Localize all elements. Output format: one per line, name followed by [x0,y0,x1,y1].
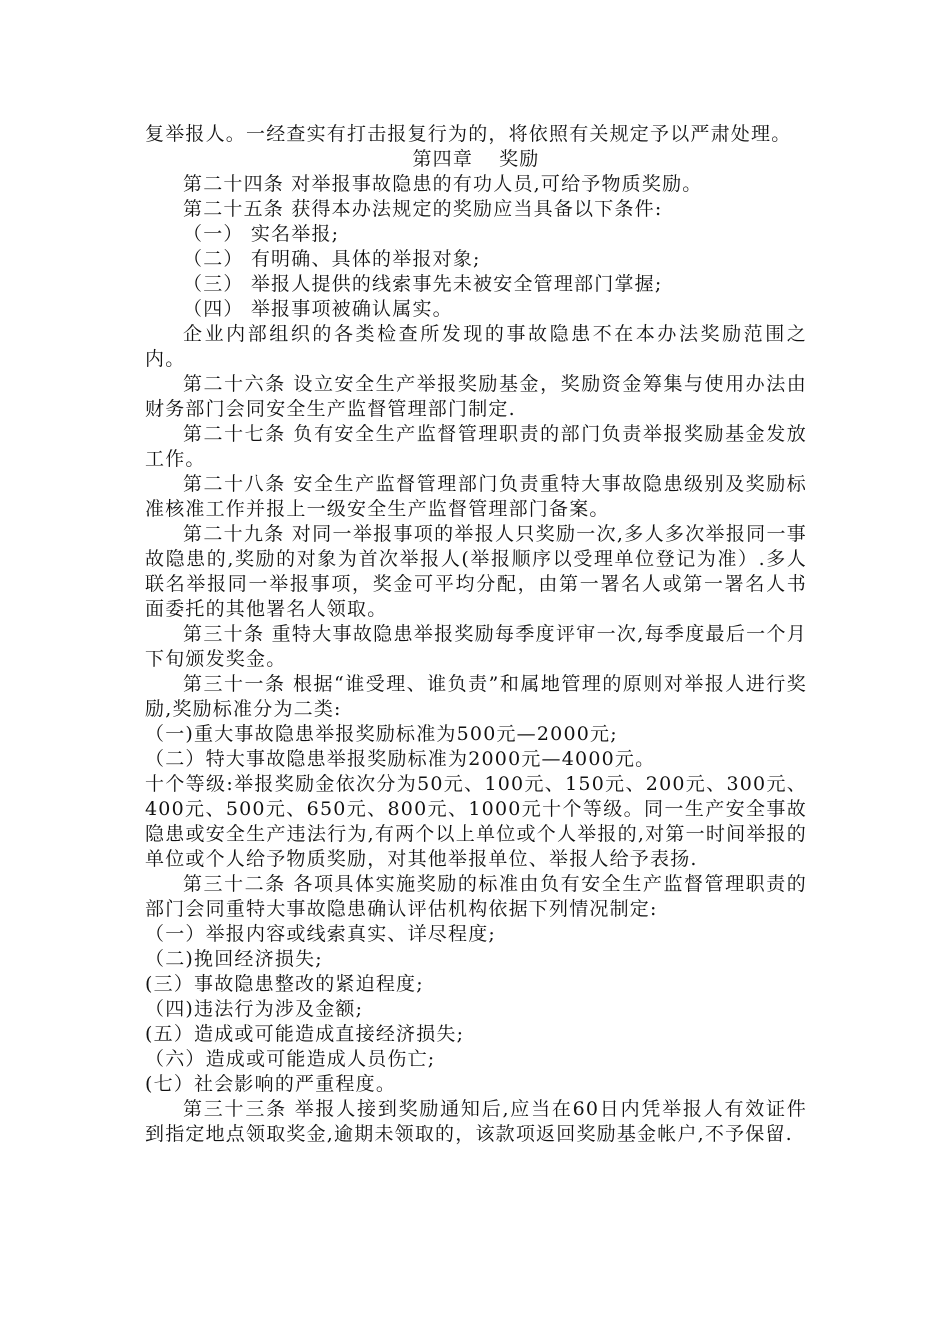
article-32-item-2: （二)挽回经济损失; [145,948,323,970]
article-29: 第二十九条 对同一举报事项的举报人只奖励一次,多人多次举报同一事故隐患的,奖励的对象为首次举报人(举报顺序以受理单位登记为准）.多人联名举报同一举报事项，奖金可平均分配，由第一署名人或第一署名人书面委托的其他署名人领取。 [145,523,807,620]
article-32-item-7: (七）社会影响的严重程度。 [145,1073,397,1095]
article-25-item-4: （四） 举报事项被确认属实。 [183,298,453,320]
article-32-item-4: （四)违法行为涉及金额; [145,998,364,1020]
article-28: 第二十八条 安全生产监督管理部门负责重特大事故隐患级别及奖励标准核准工作并报上一级安全生产监督管理部门备案。 [145,473,807,520]
article-31: 第三十一条 根据“谁受理、谁负责”和属地管理的原则对举报人进行奖励,奖励标准分为二类: [145,673,807,720]
article-30: 第三十条 重特大事故隐患举报奖励每季度评审一次,每季度最后一个月下旬颁发奖金。 [145,623,807,670]
article-25-item-3: （三） 举报人提供的线索事先未被安全管理部门掌握; [183,273,663,295]
article-32-item-3: (三）事故隐患整改的紧迫程度; [145,973,424,995]
document-page [145,122,807,1147]
article-32-item-1: （一）举报内容或线索真实、详尽程度; [145,923,497,945]
article-24: 第二十四条 对举报事故隐患的有功人员,可给予物质奖励。 [183,173,703,195]
article-31-item-2: （二）特大事故隐患举报奖励标准为2000元—4000元。 [145,748,656,770]
article-26: 第二十六条 设立安全生产举报奖励基金，奖励资金筹集与使用办法由财务部门会同安全生产监督管理部门制定. [145,373,807,420]
article-32-item-5: (五）造成或可能造成直接经济损失; [145,1023,465,1045]
article-25-note: 企业内部组织的各类检查所发现的事故隐患不在本办法奖励范围之内。 [145,323,807,370]
article-31-item-1: （一)重大事故隐患举报奖励标准为500元—2000元; [145,723,618,745]
article-32-item-6: （六）造成或可能造成人员伤亡; [145,1048,436,1070]
article-25-item-1: （一） 实名举报; [183,223,340,245]
article-25-item-2: （二） 有明确、具体的举报对象; [183,248,481,270]
article-31-levels: 十个等级:举报奖励金依次分为50元、100元、150元、200元、300元、400元、500元、650元、800元、1000元十个等级。同一生产安全事故隐患或安全生产违法行为,有两个以上单位或个人举报的,对第一时间举报的单位或个人给予物质奖励，对其他举报单位、举报人给予表扬. [145,773,807,870]
chapter-number: 第四章 [412,148,474,170]
article-33: 第三十三条 举报人接到奖励通知后,应当在60日内凭举报人有效证件到指定地点领取奖金,逾期未领取的，该款项返回奖励基金帐户,不予保留. [145,1098,807,1145]
article-27: 第二十七条 负有安全生产监督管理职责的部门负责举报奖励基金发放工作。 [145,423,807,470]
article-32: 第三十二条 各项具体实施奖励的标准由负有安全生产监督管理职责的部门会同重特大事故隐患确认评估机构依据下列情况制定: [145,873,807,920]
paragraph-continuation: 复举报人。一经查实有打击报复行为的，将依照有关规定予以严肃处理。 [145,123,792,145]
article-25: 第二十五条 获得本办法规定的奖励应当具备以下条件: [183,198,663,220]
chapter-heading [145,147,807,172]
chapter-title: 奖励 [499,148,540,170]
